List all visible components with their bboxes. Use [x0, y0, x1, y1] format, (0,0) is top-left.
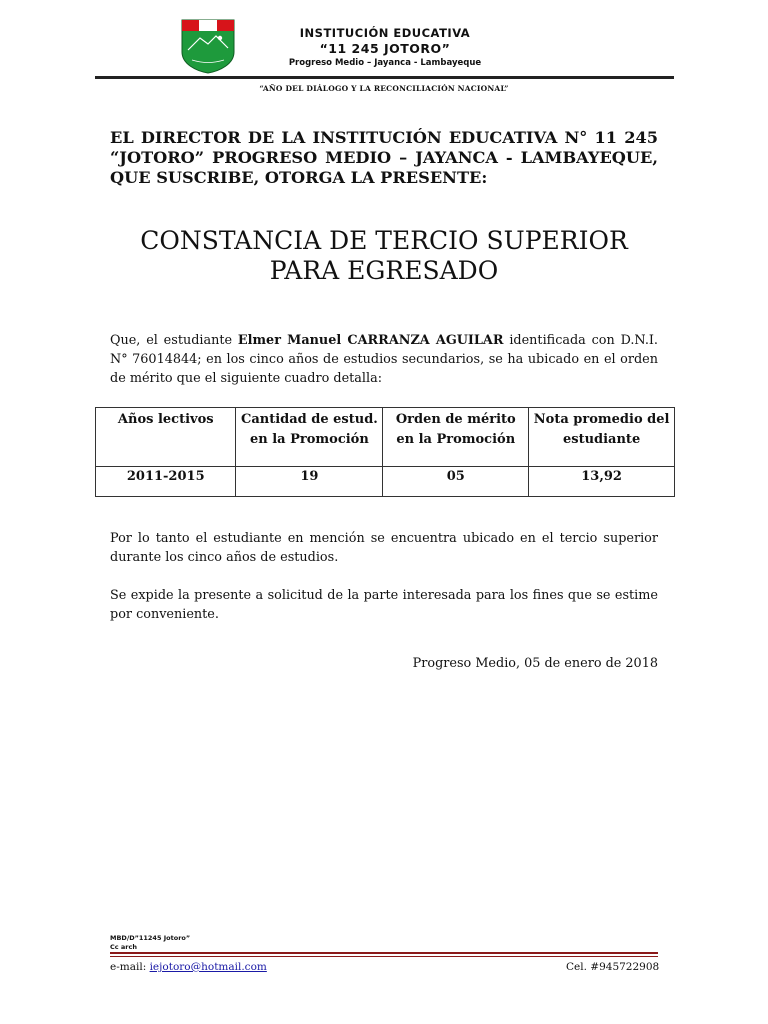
institution-number: “11 245 JOTORO” [319, 41, 451, 56]
header-average-grade: Nota promedio del estudiante [529, 408, 675, 467]
email-link[interactable]: iejotoro@hotmail.com [149, 961, 267, 973]
student-paragraph [110, 331, 658, 388]
table-row [96, 467, 675, 497]
paragraph-intro: Que, el estudiante [110, 333, 238, 348]
title-line-1: CONSTANCIA DE TERCIO SUPERIOR [140, 226, 628, 255]
director-statement: EL DIRECTOR DE LA INSTITUCIÓN EDUCATIVA N° 11 245 “JOTORO” PROGRESO MEDIO – JAYANCA - LAMBAYEQUE, QUE SUSCRIBE, OTORGA LA PRESENTE: [110, 128, 658, 187]
conclusion-paragraph: Por lo tanto el estudiante en mención se encuentra ubicado en el tercio superior durante los cinco años de estudios. [110, 531, 658, 565]
date-line: Progreso Medio, 05 de enero de 2018 [412, 656, 658, 671]
email-label: e-mail: [110, 961, 150, 973]
header-divider [95, 76, 674, 79]
table-header-row [96, 408, 675, 467]
document-title [0, 226, 768, 286]
footer-divider [110, 952, 658, 954]
issuance-paragraph: Se expide la presente a solicitud de la parte interesada para los fines que se estime por conveniente. [110, 588, 658, 622]
footer-phone: Cel. #945722908 [566, 961, 660, 973]
institution-location: Progreso Medio – Jayanca - Lambayeque [288, 58, 482, 68]
cell-student-count: 19 [236, 467, 383, 497]
cell-average-grade: 13,92 [529, 467, 675, 497]
cell-merit-order: 05 [383, 467, 529, 497]
footer-ref-line-1: MBD/D”11245 Jotoro” [110, 934, 191, 942]
institution-name: INSTITUCIÓN EDUCATIVA [299, 26, 471, 40]
paragraph-details: identificada con D.N.I. N° 76014844; en los cinco años de estudios secundarios, se ha ubicado en el orden de mérito que el siguiente cuadro detalla: [110, 333, 659, 386]
title-line-2: PARA EGRESADO [269, 256, 499, 285]
header-student-count: Cantidad de estud. en la Promoción [236, 408, 383, 467]
merit-table [95, 407, 675, 497]
cell-years: 2011-2015 [96, 467, 236, 497]
year-motto: “AÑO DEL DIÁLOGO Y LA RECONCILIACIÓN NACIONAL” [259, 84, 509, 93]
footer-email [110, 961, 267, 973]
school-crest-logo [180, 18, 236, 74]
header-years: Años lectivos [96, 408, 236, 467]
header-merit-order: Orden de mérito en la Promoción [383, 408, 529, 467]
footer-ref-line-2: Cc arch [110, 943, 137, 951]
student-name: Elmer Manuel CARRANZA AGUILAR [237, 333, 504, 348]
footer-divider-thin [110, 956, 658, 957]
institution-header [250, 26, 520, 68]
footer-reference [110, 934, 190, 952]
